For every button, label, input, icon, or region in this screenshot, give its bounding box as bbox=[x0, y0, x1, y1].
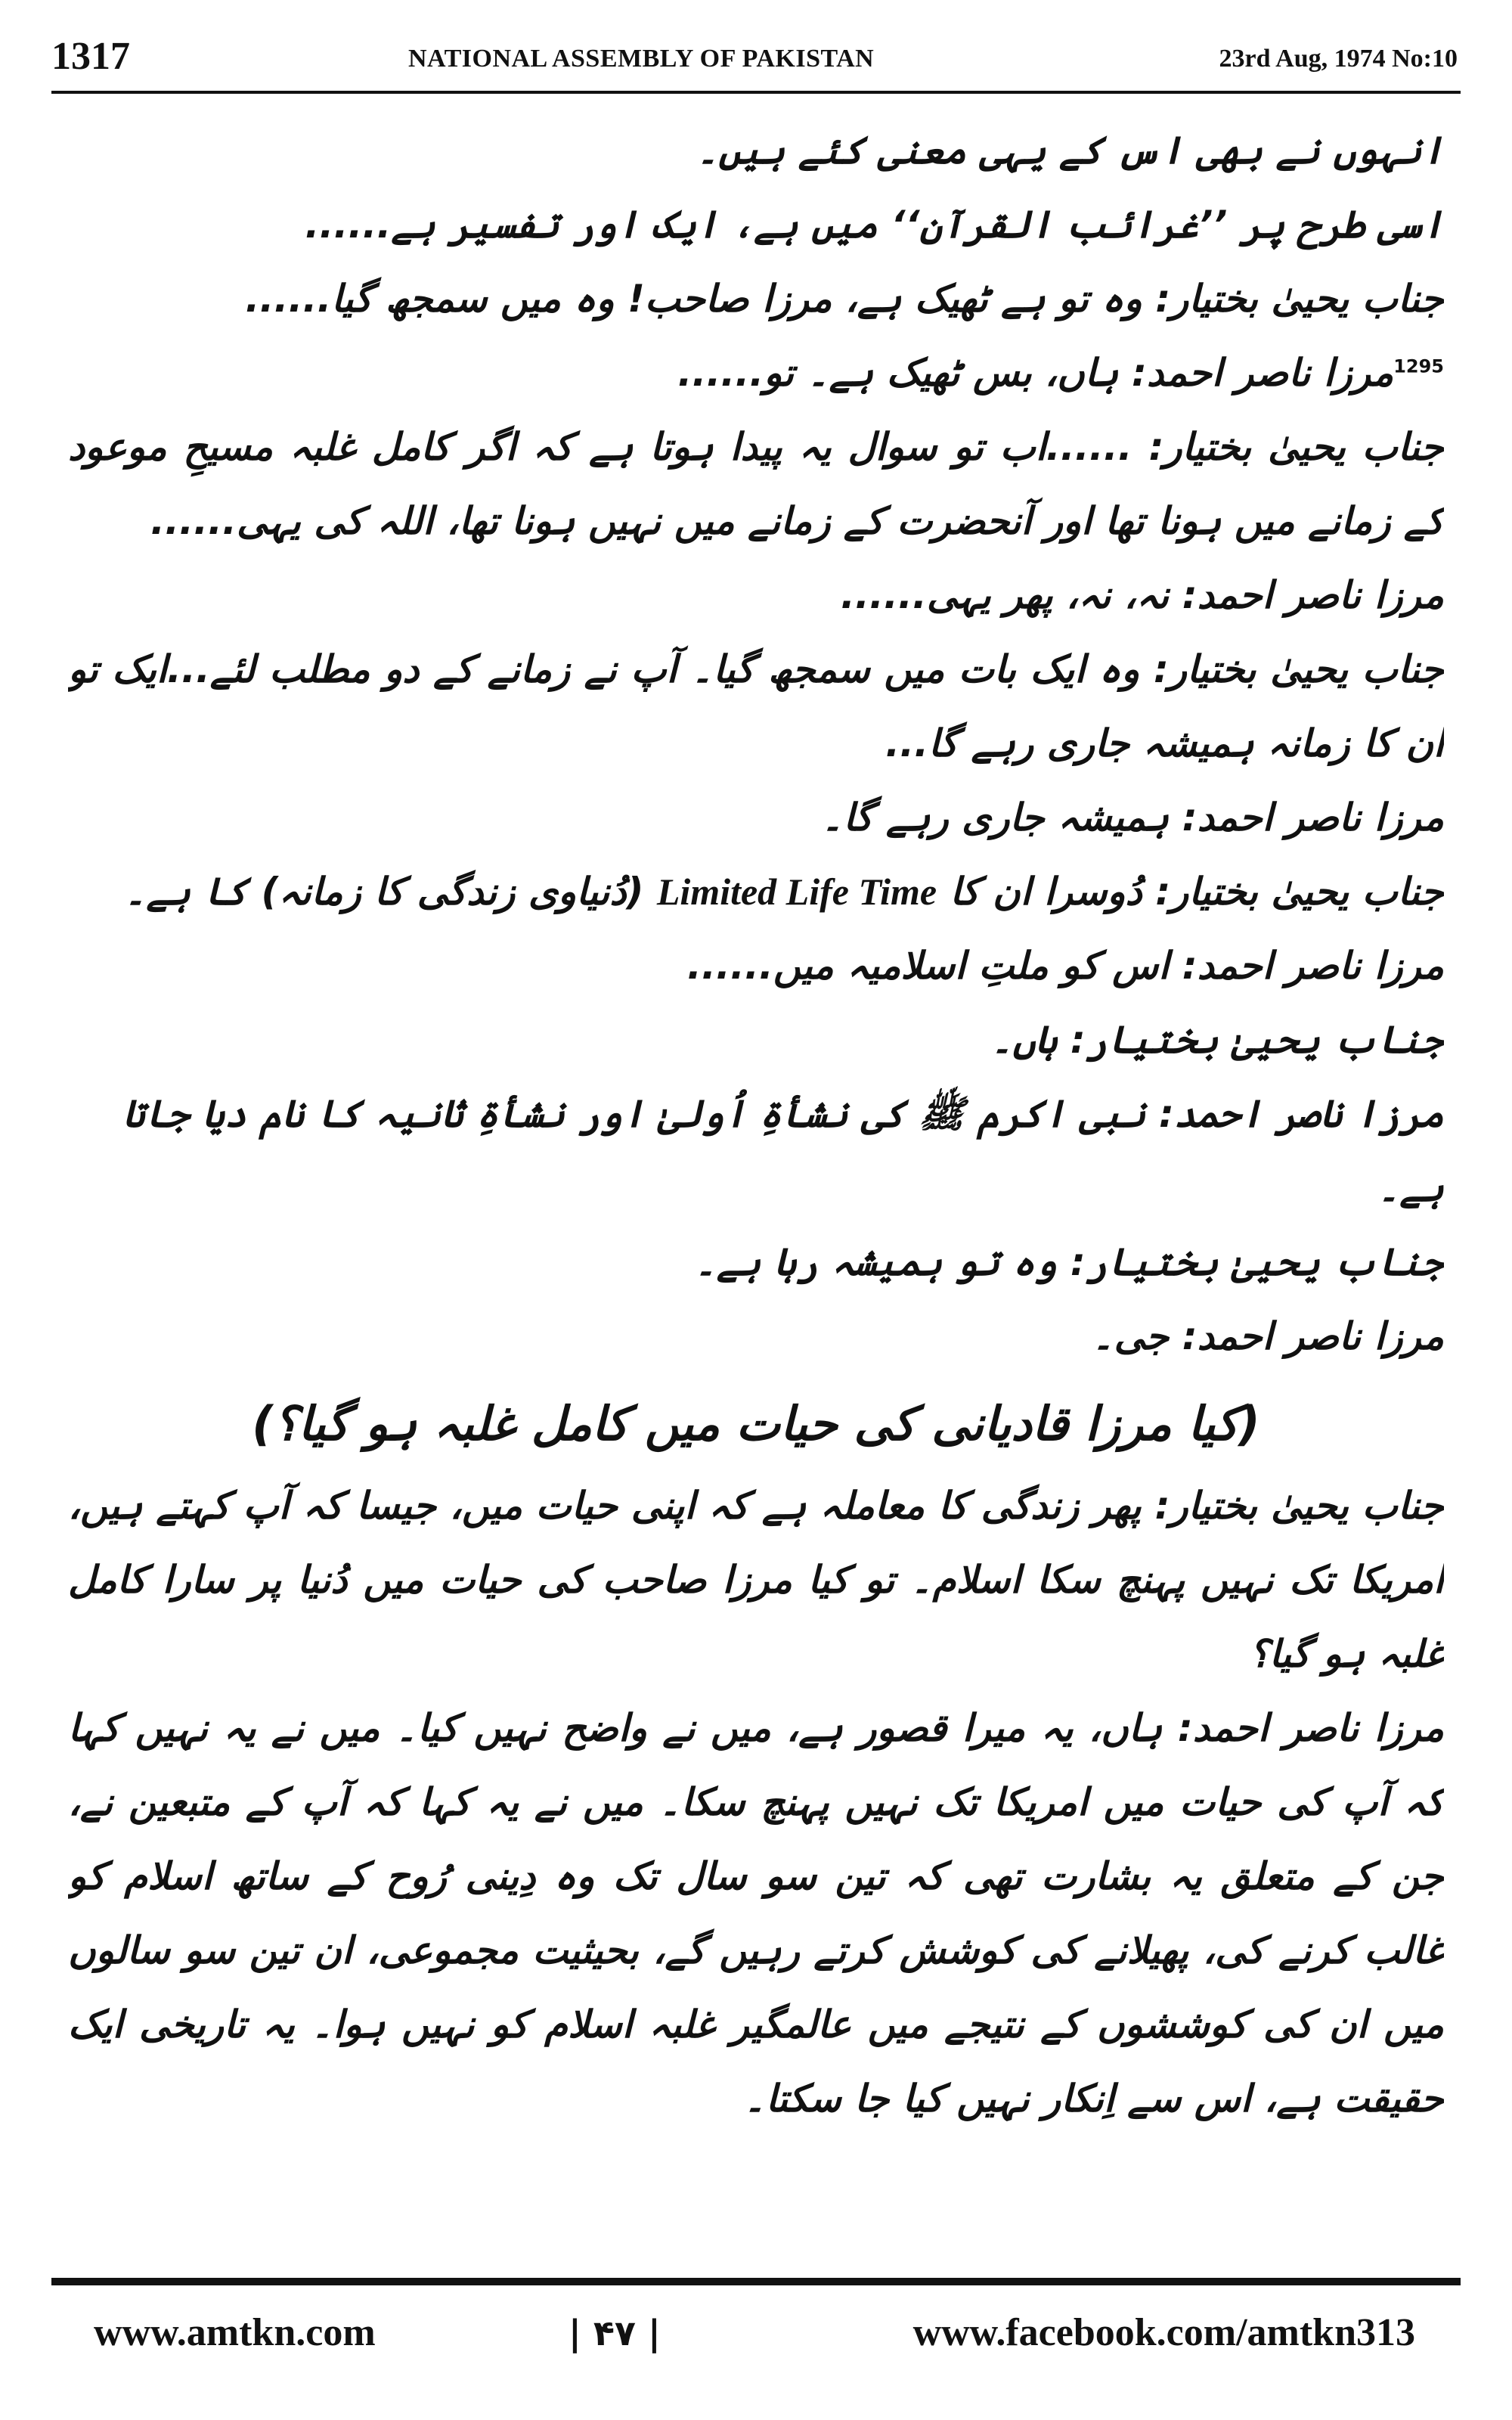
paragraph-text: اسی طرح پر ’’غرائب القرآن‘‘ میں ہے، ایک اور تفسیر ہے...... bbox=[305, 203, 1444, 247]
paragraph-5 bbox=[68, 410, 1444, 558]
speaker-label: جناب یحییٰ بختیار: bbox=[1155, 870, 1444, 914]
header-title: NATIONAL ASSEMBLY OF PAKISTAN bbox=[408, 45, 875, 73]
paragraph-6 bbox=[68, 558, 1444, 632]
english-phrase: Limited Life Time bbox=[656, 870, 937, 913]
paragraph-16 bbox=[68, 1691, 1444, 2136]
page-header bbox=[51, 30, 1461, 83]
speaker-label: جناب یحییٰ بختیار: bbox=[1148, 425, 1444, 469]
paragraph-3 bbox=[68, 262, 1444, 336]
speaker-label: جناب یحییٰ بختیار: bbox=[1155, 277, 1444, 321]
speech-text: وہ ایک بات میں سمجھ گیا۔ آپ نے زمانے کے دو مطلب لئے...ایک تو ان کا زمانہ ہمیشہ جاری رہے گا... bbox=[68, 647, 1444, 765]
speech-text: ہاں، یہ میرا قصور ہے، میں نے واضح نہیں کیا۔ میں نے یہ نہیں کہا کہ آپ کی حیات میں امریکا تک نہیں پہنچ سکا۔ میں نے یہ کہا کہ آپ کے متبعین نے، جن کے متعلق یہ بشارت تھی کہ تین سو سال تک وہ دِینی رُوح کے ساتھ اسلام کو غالب کرنے کی، پھیلانے کی کوشش کرتے رہیں گے، بحیثیت مجموعی، ان تین سو سالوں میں ان کی کوششوں کے نتیجے میں عالمگیر غلبہ اسلام کو نہیں ہوا۔ یہ تاریخی ایک حقیقت ہے، اس سے اِنکار نہیں کیا جا سکتا۔ bbox=[68, 1706, 1444, 2121]
header-divider bbox=[51, 91, 1461, 94]
footer-facebook-link: www.facebook.com/amtkn313 bbox=[912, 2311, 1415, 2354]
speech-text: ہمیشہ جاری رہے گا۔ bbox=[821, 796, 1182, 839]
paragraph-12 bbox=[68, 1077, 1444, 1225]
speech-text: جی۔ bbox=[1092, 1314, 1182, 1358]
speaker-label: مرزا ناصر احمد: bbox=[1182, 796, 1444, 839]
speech-text: وہ تو ہے ٹھیک ہے، مرزا صاحب! وہ میں سمجھ گیا...... bbox=[245, 277, 1156, 321]
paragraph-8 bbox=[68, 780, 1444, 855]
speech-text: وہ تو ہمیشہ رہا ہے۔ bbox=[694, 1240, 1070, 1284]
speech-text: ہاں، بس ٹھیک ہے۔ تو...... bbox=[677, 351, 1132, 395]
speech-text: دُوسرا ان کا bbox=[937, 870, 1156, 914]
paragraph-4 bbox=[68, 336, 1444, 410]
speaker-label: جناب یحییٰ بختیار: bbox=[1153, 647, 1444, 691]
speaker-label: مرزا ناصر احمد: bbox=[1131, 351, 1394, 395]
speech-text: (دُنیاوی زندگی کا زمانہ) کا ہے۔ bbox=[124, 870, 657, 914]
header-date-issue: 23rd Aug, 1974 No:10 bbox=[1219, 45, 1458, 73]
paragraph-1 bbox=[68, 113, 1444, 188]
speaker-label: جناب یحییٰ بختیار: bbox=[1070, 1018, 1444, 1062]
paragraph-13 bbox=[68, 1225, 1444, 1299]
footer-website-link: www.amtkn.com bbox=[94, 2311, 376, 2354]
original-page-reference: 1295 bbox=[1393, 355, 1444, 377]
paragraph-2 bbox=[68, 188, 1444, 262]
section-heading: (کیا مرزا قادیانی کی حیات میں کامل غلبہ ہو گیا؟) bbox=[252, 1396, 1260, 1451]
speech-text: ......اب تو سوال یہ پیدا ہوتا ہے کہ اگر کامل غلبہ مسیحِ موعود کے زمانے میں ہونا تھا اور آنحضرت کے زمانے میں نہیں ہونا تھا، اللہ کی یہی...... bbox=[68, 425, 1444, 543]
speaker-label: مرزا ناصر احمد: bbox=[1158, 1092, 1444, 1136]
speaker-label: مرزا ناصر احمد: bbox=[1182, 1314, 1444, 1358]
page-number: 1317 bbox=[51, 35, 130, 78]
paragraph-text: انہوں نے بھی اس کے یہی معنی کئے ہیں۔ bbox=[696, 129, 1444, 172]
paragraph-14 bbox=[68, 1299, 1444, 1373]
paragraph-10 bbox=[68, 929, 1444, 1003]
speech-text: پھر زندگی کا معاملہ ہے کہ اپنی حیات میں، جیسا کہ آپ کہتے ہیں، امریکا تک نہیں پہنچ سکا اسلام۔ تو کیا مرزا صاحب کی حیات میں دُنیا پر سارا کامل غلبہ ہو گیا؟ bbox=[68, 1484, 1444, 1676]
speaker-label: مرزا ناصر احمد: bbox=[1182, 573, 1444, 617]
paragraph-9 bbox=[68, 855, 1444, 929]
speaker-label: مرزا ناصر احمد: bbox=[1177, 1706, 1444, 1750]
speech-text: نہ، نہ، پھر یہی...... bbox=[840, 573, 1182, 617]
speech-text: اس کو ملتِ اسلامیہ میں...... bbox=[686, 944, 1182, 988]
footer-page-marker: | ۴۷ | bbox=[569, 2313, 661, 2353]
speaker-label: مرزا ناصر احمد: bbox=[1182, 944, 1444, 988]
footer-divider bbox=[51, 2278, 1461, 2285]
speaker-label: جناب یحییٰ بختیار: bbox=[1070, 1240, 1444, 1284]
paragraph-7 bbox=[68, 632, 1444, 780]
paragraph-15 bbox=[68, 1469, 1444, 1691]
document-body bbox=[68, 113, 1444, 2238]
speech-text: ہاں۔ bbox=[990, 1018, 1070, 1062]
speaker-label: جناب یحییٰ بختیار: bbox=[1154, 1484, 1444, 1528]
page-footer bbox=[51, 2299, 1461, 2367]
paragraph-11 bbox=[68, 1003, 1444, 1077]
speech-text: نبی اکرم ﷺ کی نشأۃِ اُولیٰ اور نشأۃِ ثانیہ کا نام دیا جاتا ہے۔ bbox=[122, 1092, 1444, 1210]
